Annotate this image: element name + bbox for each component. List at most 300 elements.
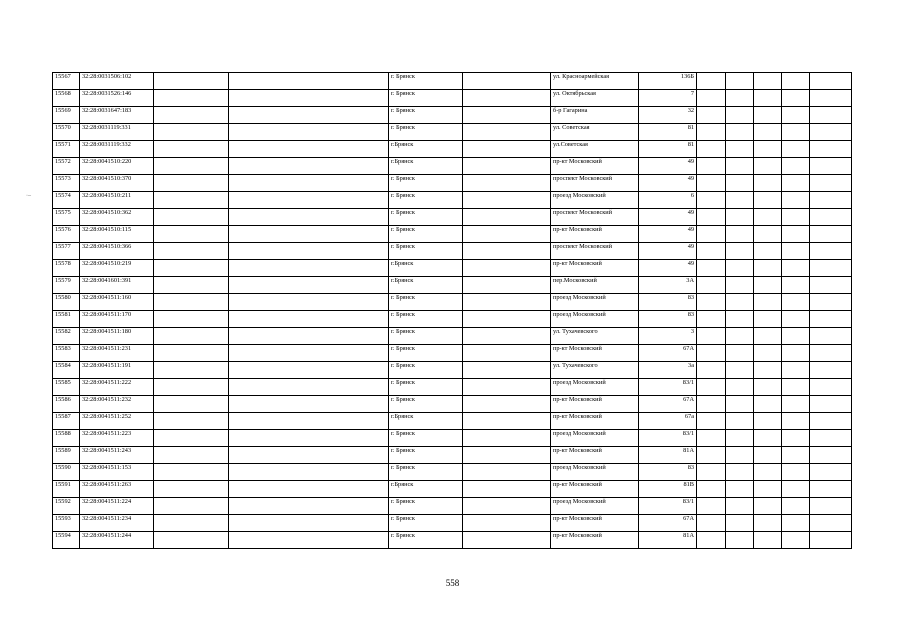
empty-cell: [810, 515, 852, 532]
empty-cell: [754, 226, 782, 243]
empty-cell: [754, 447, 782, 464]
cadastral-number-cell: 32:28:0041511:252: [80, 413, 154, 430]
empty-cell: [697, 175, 726, 192]
empty-cell: [726, 226, 754, 243]
cadastral-number-cell: 32:28:0041510:370: [80, 175, 154, 192]
empty-cell: [229, 124, 389, 141]
city-cell: г. Брянск: [389, 226, 463, 243]
empty-cell: [782, 175, 810, 192]
empty-cell: [697, 532, 726, 549]
house-number-cell: 83/1: [639, 379, 697, 396]
empty-cell: [810, 226, 852, 243]
empty-cell: [463, 515, 551, 532]
empty-cell: [229, 277, 389, 294]
empty-cell: [754, 379, 782, 396]
empty-cell: [754, 396, 782, 413]
table-row: [53, 379, 852, 396]
empty-cell: [810, 328, 852, 345]
street-cell: проезд Московский: [551, 294, 639, 311]
house-number-cell: 83/1: [639, 430, 697, 447]
empty-cell: [726, 413, 754, 430]
empty-cell: [754, 498, 782, 515]
house-number-cell: 3а: [639, 362, 697, 379]
house-number-cell: 49: [639, 175, 697, 192]
empty-cell: [697, 311, 726, 328]
cadastral-number-cell: 32:28:0041510:362: [80, 209, 154, 226]
empty-cell: [726, 328, 754, 345]
empty-cell: [726, 158, 754, 175]
cadastral-number-cell: 32:28:0031506:102: [80, 73, 154, 90]
cadastral-number-cell: 32:28:0041510:366: [80, 243, 154, 260]
empty-cell: [463, 243, 551, 260]
empty-cell: [754, 209, 782, 226]
empty-cell: [697, 447, 726, 464]
empty-cell: [154, 481, 229, 498]
house-number-cell: 81: [639, 141, 697, 158]
empty-cell: [154, 107, 229, 124]
empty-cell: [726, 515, 754, 532]
cadastral-number-cell: 32:28:0041511:180: [80, 328, 154, 345]
table-row: [53, 260, 852, 277]
empty-cell: [154, 90, 229, 107]
empty-cell: [154, 209, 229, 226]
empty-cell: [229, 532, 389, 549]
empty-cell: [810, 464, 852, 481]
empty-cell: [726, 141, 754, 158]
empty-cell: [697, 294, 726, 311]
cadastral-number-cell: 32:28:0031119:332: [80, 141, 154, 158]
row-number-cell: 15574: [53, 192, 80, 209]
empty-cell: [463, 396, 551, 413]
empty-cell: [154, 345, 229, 362]
house-number-cell: 67А: [639, 515, 697, 532]
empty-cell: [463, 124, 551, 141]
table-row: [53, 447, 852, 464]
empty-cell: [810, 192, 852, 209]
empty-cell: [697, 226, 726, 243]
row-number-cell: 15589: [53, 447, 80, 464]
cadastral-number-cell: 32:28:0041511:191: [80, 362, 154, 379]
empty-cell: [810, 124, 852, 141]
table-row: [53, 243, 852, 260]
cadastral-number-cell: 32:28:0041511:222: [80, 379, 154, 396]
empty-cell: [154, 311, 229, 328]
city-cell: г. Брянск: [389, 192, 463, 209]
cadastral-number-cell: 32:28:0041511:223: [80, 430, 154, 447]
empty-cell: [810, 430, 852, 447]
house-number-cell: 81А: [639, 532, 697, 549]
table-row: [53, 158, 852, 175]
empty-cell: [154, 226, 229, 243]
city-cell: г. Брянск: [389, 328, 463, 345]
empty-cell: [697, 158, 726, 175]
empty-cell: [810, 260, 852, 277]
row-number-cell: 15582: [53, 328, 80, 345]
empty-cell: [754, 481, 782, 498]
table-row: [53, 90, 852, 107]
empty-cell: [782, 362, 810, 379]
empty-cell: [229, 107, 389, 124]
empty-cell: [726, 532, 754, 549]
city-cell: г. Брянск: [389, 243, 463, 260]
empty-cell: [697, 328, 726, 345]
empty-cell: [810, 175, 852, 192]
empty-cell: [154, 396, 229, 413]
table-row: [53, 481, 852, 498]
street-cell: ул. Тухачевского: [551, 328, 639, 345]
row-number-cell: 15585: [53, 379, 80, 396]
empty-cell: [726, 90, 754, 107]
city-cell: г. Брянск: [389, 362, 463, 379]
table-row: [53, 430, 852, 447]
city-cell: г. Брянск: [389, 345, 463, 362]
empty-cell: [463, 345, 551, 362]
row-number-cell: 15577: [53, 243, 80, 260]
row-number-cell: 15570: [53, 124, 80, 141]
empty-cell: [782, 107, 810, 124]
table-row: [53, 328, 852, 345]
empty-cell: [782, 430, 810, 447]
empty-cell: [463, 73, 551, 90]
empty-cell: [782, 243, 810, 260]
empty-cell: [697, 396, 726, 413]
empty-cell: [782, 124, 810, 141]
empty-cell: [229, 226, 389, 243]
empty-cell: [810, 311, 852, 328]
street-cell: проезд Московский: [551, 192, 639, 209]
empty-cell: [463, 464, 551, 481]
row-number-cell: 15591: [53, 481, 80, 498]
empty-cell: [154, 277, 229, 294]
row-number-cell: 15567: [53, 73, 80, 90]
empty-cell: [697, 73, 726, 90]
table-row: [53, 141, 852, 158]
house-number-cell: 67А: [639, 345, 697, 362]
city-cell: г. Брянск: [389, 430, 463, 447]
empty-cell: [463, 90, 551, 107]
cadastral-number-cell: 32:28:0041511:244: [80, 532, 154, 549]
house-number-cell: 83/1: [639, 498, 697, 515]
cadastral-number-cell: 32:28:0041510:220: [80, 158, 154, 175]
empty-cell: [697, 277, 726, 294]
street-cell: проезд Московский: [551, 498, 639, 515]
empty-cell: [229, 328, 389, 345]
empty-cell: [229, 90, 389, 107]
empty-cell: [229, 430, 389, 447]
empty-cell: [782, 294, 810, 311]
city-cell: г. Брянск: [389, 175, 463, 192]
empty-cell: [229, 396, 389, 413]
house-number-cell: 83: [639, 294, 697, 311]
cadastral-number-cell: 32:28:0041511:243: [80, 447, 154, 464]
table-row: [53, 396, 852, 413]
empty-cell: [229, 209, 389, 226]
street-cell: ул.Советская: [551, 141, 639, 158]
empty-cell: [154, 73, 229, 90]
empty-cell: [726, 362, 754, 379]
row-number-cell: 15586: [53, 396, 80, 413]
table-row: [53, 73, 852, 90]
street-cell: проспект Московский: [551, 209, 639, 226]
empty-cell: [463, 260, 551, 277]
empty-cell: [463, 481, 551, 498]
house-number-cell: 49: [639, 158, 697, 175]
empty-cell: [463, 362, 551, 379]
empty-cell: [782, 73, 810, 90]
empty-cell: [782, 311, 810, 328]
empty-cell: [782, 277, 810, 294]
city-cell: г. Брянск: [389, 464, 463, 481]
empty-cell: [754, 515, 782, 532]
empty-cell: [697, 430, 726, 447]
house-number-cell: 81А: [639, 447, 697, 464]
street-cell: пр-кт Московский: [551, 515, 639, 532]
empty-cell: [697, 345, 726, 362]
row-number-cell: 15588: [53, 430, 80, 447]
empty-cell: [726, 277, 754, 294]
empty-cell: [726, 498, 754, 515]
empty-cell: [229, 243, 389, 260]
empty-cell: [154, 362, 229, 379]
cadastral-number-cell: 32:28:0031647:183: [80, 107, 154, 124]
street-cell: пер.Московский: [551, 277, 639, 294]
street-cell: пр-кт Московский: [551, 345, 639, 362]
empty-cell: [782, 192, 810, 209]
street-cell: пр-кт Московский: [551, 481, 639, 498]
row-number-cell: 15579: [53, 277, 80, 294]
empty-cell: [754, 243, 782, 260]
empty-cell: [697, 209, 726, 226]
empty-cell: [463, 447, 551, 464]
table-row: [53, 277, 852, 294]
empty-cell: [810, 396, 852, 413]
row-number-cell: 15593: [53, 515, 80, 532]
empty-cell: [697, 379, 726, 396]
empty-cell: [782, 447, 810, 464]
empty-cell: [154, 413, 229, 430]
empty-cell: [810, 158, 852, 175]
row-number-cell: 15584: [53, 362, 80, 379]
empty-cell: [697, 141, 726, 158]
empty-cell: [154, 515, 229, 532]
empty-cell: [726, 464, 754, 481]
empty-cell: [754, 175, 782, 192]
cadastral-number-cell: 32:28:0041511:160: [80, 294, 154, 311]
empty-cell: [754, 413, 782, 430]
empty-cell: [229, 413, 389, 430]
street-cell: б-р Гагарина: [551, 107, 639, 124]
empty-cell: [726, 481, 754, 498]
city-cell: г. Брянск: [389, 379, 463, 396]
street-cell: проспект Московский: [551, 243, 639, 260]
row-number-cell: 15571: [53, 141, 80, 158]
empty-cell: [229, 447, 389, 464]
empty-cell: [229, 362, 389, 379]
empty-cell: [810, 481, 852, 498]
empty-cell: [754, 124, 782, 141]
empty-cell: [810, 532, 852, 549]
city-cell: г. Брянск: [389, 532, 463, 549]
empty-cell: [782, 481, 810, 498]
house-number-cell: 49: [639, 243, 697, 260]
row-number-cell: 15587: [53, 413, 80, 430]
cadastral-number-cell: 32:28:0041511:231: [80, 345, 154, 362]
empty-cell: [154, 243, 229, 260]
empty-cell: [697, 362, 726, 379]
empty-cell: [463, 158, 551, 175]
empty-cell: [754, 192, 782, 209]
empty-cell: [810, 73, 852, 90]
row-number-cell: 15572: [53, 158, 80, 175]
empty-cell: [810, 243, 852, 260]
empty-cell: [782, 498, 810, 515]
city-cell: г.Брянск: [389, 277, 463, 294]
empty-cell: [782, 413, 810, 430]
empty-cell: [782, 90, 810, 107]
empty-cell: [782, 345, 810, 362]
empty-cell: [229, 141, 389, 158]
house-number-cell: 83: [639, 464, 697, 481]
empty-cell: [726, 192, 754, 209]
empty-cell: [726, 107, 754, 124]
empty-cell: [463, 175, 551, 192]
empty-cell: [810, 107, 852, 124]
street-cell: ул. Тухачевского: [551, 362, 639, 379]
city-cell: г. Брянск: [389, 107, 463, 124]
empty-cell: [154, 124, 229, 141]
empty-cell: [726, 294, 754, 311]
empty-cell: [726, 379, 754, 396]
cadastral-number-cell: 32:28:0041510:219: [80, 260, 154, 277]
empty-cell: [754, 158, 782, 175]
empty-cell: [697, 260, 726, 277]
empty-cell: [726, 311, 754, 328]
empty-cell: [754, 464, 782, 481]
row-number-cell: 15581: [53, 311, 80, 328]
table-row: [53, 362, 852, 379]
empty-cell: [463, 294, 551, 311]
empty-cell: [229, 73, 389, 90]
empty-cell: [463, 141, 551, 158]
scan-artifact: ·–: [26, 193, 31, 199]
city-cell: г. Брянск: [389, 73, 463, 90]
table-row: [53, 192, 852, 209]
street-cell: проезд Московский: [551, 379, 639, 396]
empty-cell: [810, 209, 852, 226]
city-cell: г.Брянск: [389, 158, 463, 175]
empty-cell: [782, 532, 810, 549]
empty-cell: [463, 379, 551, 396]
empty-cell: [463, 498, 551, 515]
street-cell: проезд Московский: [551, 311, 639, 328]
empty-cell: [726, 396, 754, 413]
table-row: [53, 498, 852, 515]
empty-cell: [463, 311, 551, 328]
street-cell: ул. Советская: [551, 124, 639, 141]
street-cell: пр-кт Московский: [551, 158, 639, 175]
empty-cell: [810, 362, 852, 379]
empty-cell: [697, 481, 726, 498]
empty-cell: [754, 311, 782, 328]
empty-cell: [754, 73, 782, 90]
empty-cell: [463, 328, 551, 345]
empty-cell: [726, 447, 754, 464]
row-number-cell: 15583: [53, 345, 80, 362]
empty-cell: [754, 294, 782, 311]
registry-body: [53, 73, 852, 549]
empty-cell: [154, 294, 229, 311]
house-number-cell: 81: [639, 124, 697, 141]
empty-cell: [229, 260, 389, 277]
house-number-cell: 49: [639, 260, 697, 277]
street-cell: ул. Октябрьская: [551, 90, 639, 107]
empty-cell: [463, 430, 551, 447]
empty-cell: [810, 345, 852, 362]
empty-cell: [810, 277, 852, 294]
empty-cell: [697, 413, 726, 430]
empty-cell: [726, 124, 754, 141]
empty-cell: [697, 192, 726, 209]
house-number-cell: 67А: [639, 396, 697, 413]
empty-cell: [697, 107, 726, 124]
empty-cell: [154, 192, 229, 209]
empty-cell: [782, 226, 810, 243]
empty-cell: [697, 124, 726, 141]
house-number-cell: 32: [639, 107, 697, 124]
row-number-cell: 15590: [53, 464, 80, 481]
cadastral-number-cell: 32:28:0041511:224: [80, 498, 154, 515]
house-number-cell: 49: [639, 226, 697, 243]
empty-cell: [782, 209, 810, 226]
empty-cell: [810, 90, 852, 107]
row-number-cell: 15573: [53, 175, 80, 192]
empty-cell: [810, 141, 852, 158]
table-row: [53, 532, 852, 549]
house-number-cell: 3: [639, 328, 697, 345]
empty-cell: [463, 209, 551, 226]
empty-cell: [810, 413, 852, 430]
table-row: [53, 464, 852, 481]
house-number-cell: 83: [639, 311, 697, 328]
city-cell: г. Брянск: [389, 294, 463, 311]
street-cell: пр-кт Московский: [551, 413, 639, 430]
empty-cell: [810, 447, 852, 464]
empty-cell: [782, 328, 810, 345]
street-cell: ул. Красноармейская: [551, 73, 639, 90]
house-number-cell: 6: [639, 192, 697, 209]
cadastral-number-cell: 32:28:0041511:232: [80, 396, 154, 413]
empty-cell: [229, 294, 389, 311]
cadastral-number-cell: 32:28:0041510:115: [80, 226, 154, 243]
empty-cell: [782, 464, 810, 481]
empty-cell: [782, 158, 810, 175]
empty-cell: [754, 90, 782, 107]
empty-cell: [463, 192, 551, 209]
empty-cell: [810, 498, 852, 515]
empty-cell: [463, 277, 551, 294]
city-cell: г. Брянск: [389, 396, 463, 413]
empty-cell: [754, 141, 782, 158]
empty-cell: [229, 192, 389, 209]
empty-cell: [463, 413, 551, 430]
house-number-cell: 3А: [639, 277, 697, 294]
empty-cell: [154, 260, 229, 277]
city-cell: г. Брянск: [389, 311, 463, 328]
house-number-cell: 81В: [639, 481, 697, 498]
empty-cell: [726, 430, 754, 447]
empty-cell: [754, 345, 782, 362]
empty-cell: [726, 243, 754, 260]
